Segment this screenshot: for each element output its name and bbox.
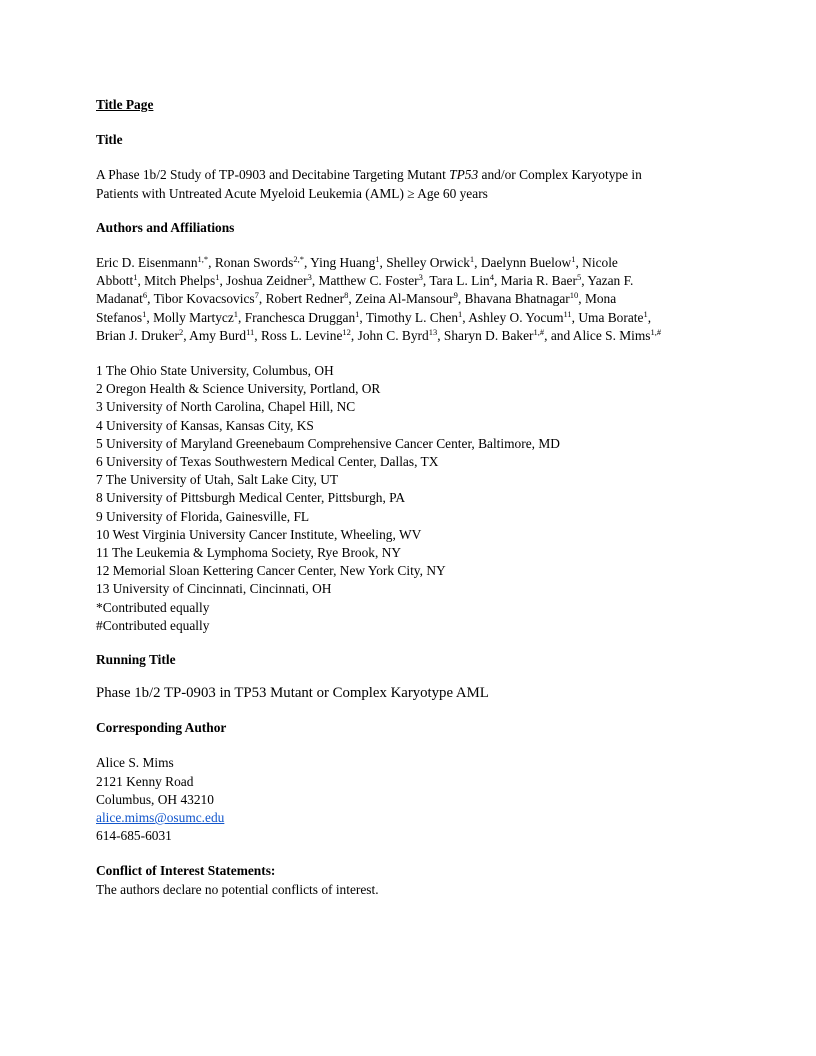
author-affiliation-marker: 4: [489, 272, 494, 283]
author-affiliation-marker: 10: [569, 290, 579, 301]
paper-title-pre: A Phase 1b/2 Study of TP-0903 and Decitabine Targeting Mutant: [96, 167, 450, 183]
author-name: Uma Borate: [578, 309, 644, 325]
author-affiliation-marker: 2,*: [293, 254, 304, 265]
author-affiliation-marker: 1: [458, 308, 463, 319]
author-affiliation-marker: 11: [246, 326, 255, 337]
author-name: Franchesca Druggan: [244, 309, 356, 325]
author-separator: ,: [474, 255, 481, 271]
author-name: Joshua Zeidner: [226, 273, 308, 289]
author-separator: ,: [258, 291, 266, 307]
author-affiliation-marker: 8: [344, 290, 349, 301]
corresponding-street: 2121 Kenny Road: [96, 773, 194, 789]
author-name: Mitch Phelps: [144, 273, 216, 289]
author-name: Mona: [584, 291, 617, 307]
affiliation-item: 11 The Leukemia & Lymphoma Society, Rye Brook, NY: [96, 545, 402, 561]
conflict-of-interest-text: The authors declare no potential conflicts of interest.: [96, 881, 379, 897]
affiliation-item: *Contributed equally: [96, 599, 210, 615]
author-affiliation-marker: 1: [643, 308, 648, 319]
author-separator: ,: [422, 273, 430, 289]
author-affiliation-marker: 1: [215, 272, 220, 283]
author-separator: ,: [183, 327, 190, 343]
corresponding-email-link[interactable]: alice.mims@osumc.edu: [96, 810, 225, 826]
title-page-heading: Title Page: [96, 97, 154, 112]
author-name: Abbott: [96, 273, 134, 289]
author-affiliation-marker: 2: [178, 326, 184, 337]
affiliation-item: 1 The Ohio State University, Columbus, OH: [96, 363, 334, 379]
corresponding-phone: 614-685-6031: [96, 828, 172, 844]
author-separator: ,: [578, 291, 585, 307]
paper-title: [96, 166, 720, 202]
author-name: Ashley O. Yocum: [468, 309, 564, 325]
author-name: Stefanos: [96, 309, 143, 325]
author-separator: ,: [581, 273, 588, 289]
conflict-of-interest-heading: Conflict of Interest Statements:: [96, 862, 276, 878]
author-name: Alice S. Mims: [572, 327, 651, 343]
paper-title-post: and/or Complex Karyotype in: [478, 167, 642, 183]
author-separator: ,: [437, 327, 444, 343]
affiliation-item: 9 University of Florida, Gainesville, FL: [96, 508, 310, 524]
author-line: [96, 272, 720, 290]
paper-title-line-1: [96, 166, 720, 184]
author-name: Sharyn D. Baker: [443, 327, 534, 343]
author-affiliation-marker: 3: [418, 272, 423, 283]
paper-title-line-2: Patients with Untreated Acute Myeloid Leukemia (AML) ≥ Age 60 years: [96, 185, 488, 201]
corresponding-author-block: [96, 754, 720, 845]
author-name: Shelley Orwick: [386, 255, 470, 271]
author-name: Nicole: [582, 255, 618, 271]
author-affiliation-marker: 1: [233, 308, 239, 319]
author-name: Amy Burd: [189, 327, 247, 343]
author-affiliation-marker: 5: [576, 272, 582, 283]
author-separator: ,: [571, 309, 579, 325]
author-separator: ,: [147, 291, 154, 307]
affiliation-item: 7 The University of Utah, Salt Lake City, UT: [96, 472, 339, 488]
author-separator: ,: [238, 309, 245, 325]
authors-heading: Authors and Affiliations: [96, 219, 235, 235]
affiliation-list: [96, 362, 720, 635]
author-name: Ross L. Levine: [260, 327, 343, 343]
author-separator: ,: [137, 273, 145, 289]
author-list: [96, 254, 720, 345]
affiliation-item: 6 University of Texas Southwestern Medical Center, Dallas, TX: [96, 454, 439, 470]
author-name: Madanat: [96, 291, 143, 307]
author-separator: ,: [359, 309, 366, 325]
paper-title-gene: TP53: [449, 167, 479, 183]
affiliation-item: 2 Oregon Health & Science University, Portland, OR: [96, 381, 381, 397]
running-title: Phase 1b/2 TP-0903 in TP53 Mutant or Complex Karyotype AML: [96, 685, 489, 702]
affiliation-item: 3 University of North Carolina, Chapel Hill, NC: [96, 399, 356, 415]
author-separator: ,: [348, 291, 356, 307]
author-name: Ronan Swords: [214, 255, 294, 271]
author-name: Bhavana Bhatnagar: [464, 291, 570, 307]
author-affiliation-marker: 1: [133, 272, 138, 283]
author-separator: ,: [303, 255, 311, 271]
author-separator: ,: [219, 273, 227, 289]
author-name: Brian J. Druker: [96, 327, 179, 343]
author-separator: ,: [208, 255, 215, 271]
author-name: Tara L. Lin: [429, 273, 490, 289]
author-separator: ,: [146, 309, 154, 325]
author-name: Molly Martycz: [153, 309, 234, 325]
author-affiliation-marker: 1: [142, 308, 147, 319]
author-affiliation-marker: 1: [355, 308, 360, 319]
author-affiliation-marker: 7: [254, 290, 259, 301]
author-separator: ,: [379, 255, 387, 271]
author-separator: ,: [311, 273, 319, 289]
author-name: John C. Byrd: [357, 327, 429, 343]
affiliation-item: 5 University of Maryland Greenebaum Comprehensive Cancer Center, Baltimore, MD: [96, 435, 560, 451]
author-affiliation-marker: 12: [342, 326, 351, 337]
corresponding-name: Alice S. Mims: [96, 755, 174, 771]
author-affiliation-marker: 1,#: [533, 326, 545, 337]
affiliation-item: 8 University of Pittsburgh Medical Center, Pittsburgh, PA: [96, 490, 406, 506]
author-separator: ,: [494, 273, 501, 289]
author-affiliation-marker: 3: [307, 272, 312, 283]
running-title-heading: Running Title: [96, 652, 176, 668]
author-separator: ,: [254, 327, 261, 343]
affiliation-item: 4 University of Kansas, Kansas City, KS: [96, 417, 314, 433]
page-content: [96, 96, 720, 899]
author-line: [96, 309, 720, 327]
author-separator: ,: [647, 309, 652, 325]
author-line: [96, 327, 720, 345]
author-affiliation-marker: 11: [563, 308, 572, 319]
affiliation-item: 10 West Virginia University Cancer Institute, Wheeling, WV: [96, 526, 422, 542]
author-name: Tibor Kovacsovics: [153, 291, 255, 307]
author-name: Timothy L. Chen: [365, 309, 459, 325]
author-affiliation-marker: 9: [453, 290, 458, 301]
corresponding-author-heading: Corresponding Author: [96, 720, 227, 736]
author-name: Robert Redner: [265, 291, 345, 307]
title-heading: Title: [96, 132, 123, 148]
author-name: Eric D. Eisenmann: [96, 255, 198, 271]
author-name: Maria R. Baer: [500, 273, 577, 289]
affiliation-item: #Contributed equally: [96, 617, 210, 633]
author-name: Matthew C. Foster: [318, 273, 419, 289]
author-name: Daelynn Buelow: [480, 255, 572, 271]
author-separator: , and: [544, 327, 573, 343]
author-affiliation-marker: 6: [142, 290, 148, 301]
author-affiliation-marker: 1,#: [650, 326, 662, 337]
author-affiliation-marker: 1: [571, 254, 576, 265]
affiliation-item: 12 Memorial Sloan Kettering Cancer Center, New York City, NY: [96, 563, 446, 579]
author-separator: ,: [462, 309, 469, 325]
author-separator: ,: [575, 255, 583, 271]
author-affiliation-marker: 1,*: [197, 254, 209, 265]
author-separator: ,: [457, 291, 465, 307]
author-line: [96, 254, 720, 272]
author-name: Ying Huang: [310, 255, 376, 271]
corresponding-city: Columbus, OH 43210: [96, 791, 214, 807]
author-separator: ,: [350, 327, 358, 343]
author-name: Yazan F.: [587, 273, 634, 289]
author-affiliation-marker: 1: [469, 254, 475, 265]
author-affiliation-marker: 1: [375, 254, 380, 265]
author-line: [96, 290, 720, 308]
author-name: Zeina Al-Mansour: [355, 291, 454, 307]
affiliation-item: 13 University of Cincinnati, Cincinnati, OH: [96, 581, 332, 597]
author-affiliation-marker: 13: [428, 326, 438, 337]
